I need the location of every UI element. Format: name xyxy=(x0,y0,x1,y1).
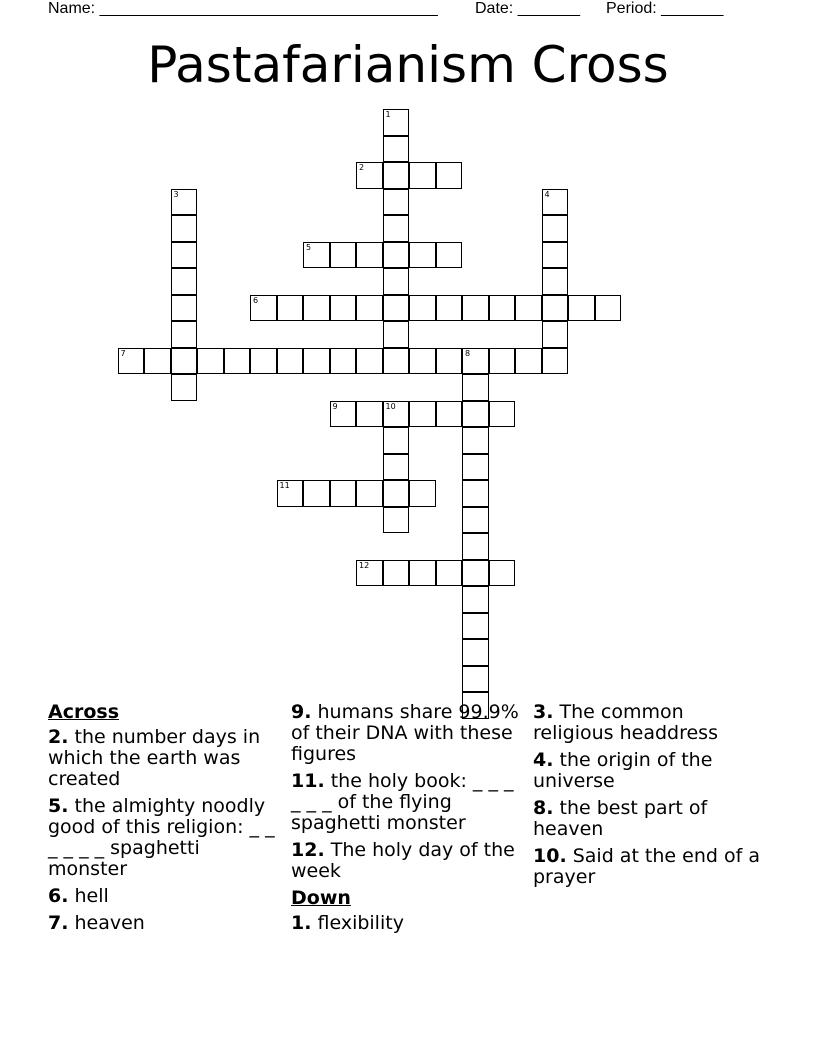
cell-number: 4 xyxy=(544,189,550,199)
clue-number: 5. xyxy=(48,795,69,817)
crossword-cell[interactable] xyxy=(462,639,489,666)
crossword-cell[interactable] xyxy=(356,401,383,428)
crossword-cell[interactable] xyxy=(303,242,330,269)
cell-number: 12 xyxy=(359,560,370,570)
crossword-cell[interactable] xyxy=(383,427,410,454)
clues-column-3 xyxy=(533,702,765,894)
crossword-cell[interactable] xyxy=(462,666,489,693)
clue-down-10 xyxy=(533,846,765,888)
crossword-cell[interactable] xyxy=(383,189,410,216)
clue-text: the number days in which the earth was created xyxy=(48,726,261,790)
crossword-cell[interactable] xyxy=(542,189,569,216)
crossword-cell[interactable] xyxy=(489,560,516,587)
crossword-cell[interactable] xyxy=(144,348,171,375)
cell-number: 1 xyxy=(385,110,391,119)
clues-column-1 xyxy=(48,702,280,940)
crossword-cell[interactable] xyxy=(462,533,489,560)
crossword-cell[interactable] xyxy=(383,454,410,481)
crossword-cell[interactable] xyxy=(409,242,436,269)
crossword-cell[interactable] xyxy=(436,401,463,428)
crossword-cell[interactable] xyxy=(436,162,463,189)
crossword-cell[interactable] xyxy=(356,242,383,269)
cell-number: 11 xyxy=(279,481,290,490)
crossword-cell[interactable] xyxy=(171,268,198,295)
period-field[interactable]: Period: _______ xyxy=(606,0,724,17)
clue-text: hell xyxy=(74,885,109,907)
clue-text: humans share 99.9% of their DNA with these figures xyxy=(291,701,519,765)
clue-down-3 xyxy=(533,702,765,744)
crossword-cell[interactable] xyxy=(330,480,357,507)
page-title: Pastafarianism Cross xyxy=(147,36,669,94)
crossword-cell[interactable] xyxy=(171,374,198,401)
crossword-cell[interactable] xyxy=(303,295,330,322)
crossword-cell[interactable] xyxy=(277,348,304,375)
crossword-cell[interactable] xyxy=(383,295,410,322)
crossword-cell[interactable] xyxy=(330,401,357,428)
clue-across-7 xyxy=(48,913,280,934)
crossword-cell[interactable] xyxy=(171,189,198,216)
crossword-cell[interactable] xyxy=(409,560,436,587)
clue-number: 6. xyxy=(48,885,69,907)
crossword-cell[interactable] xyxy=(436,295,463,322)
crossword-cell[interactable] xyxy=(383,136,410,163)
crossword-cell[interactable] xyxy=(383,162,410,189)
crossword-cell[interactable] xyxy=(462,613,489,640)
clue-across-12 xyxy=(291,840,523,882)
crossword-cell[interactable] xyxy=(568,295,595,322)
clues-column-2 xyxy=(291,702,523,940)
crossword-cell[interactable] xyxy=(462,374,489,401)
crossword-cell[interactable] xyxy=(489,295,516,322)
crossword-cell[interactable] xyxy=(250,295,277,322)
clue-text: the almighty noodly good of this religion: _ _ _ _ _ _ spaghetti monster xyxy=(48,795,275,880)
crossword-cell[interactable] xyxy=(489,348,516,375)
crossword-cell[interactable] xyxy=(330,295,357,322)
crossword-cell[interactable] xyxy=(409,401,436,428)
crossword-cell[interactable] xyxy=(436,560,463,587)
clue-down-4 xyxy=(533,750,765,792)
crossword-cell[interactable] xyxy=(330,348,357,375)
crossword-cell[interactable] xyxy=(542,268,569,295)
clue-across-9 xyxy=(291,702,523,765)
crossword-cell[interactable] xyxy=(542,348,569,375)
clue-number: 3. xyxy=(533,701,554,723)
crossword-cell[interactable] xyxy=(542,295,569,322)
crossword-cell[interactable] xyxy=(409,480,436,507)
crossword-cell[interactable] xyxy=(383,321,410,348)
crossword-cell[interactable] xyxy=(462,348,489,375)
clue-number: 2. xyxy=(48,726,69,748)
crossword-cell[interactable] xyxy=(383,560,410,587)
clue-down-1 xyxy=(291,913,523,934)
clue-number: 8. xyxy=(533,797,554,819)
clue-text: The common religious headdress xyxy=(533,701,718,744)
crossword-cell[interactable] xyxy=(383,109,410,136)
crossword-cell[interactable] xyxy=(356,348,383,375)
clue-text: heaven xyxy=(74,912,145,934)
clue-text: flexibility xyxy=(317,912,404,934)
crossword-cell[interactable] xyxy=(462,586,489,613)
clue-across-2 xyxy=(48,727,280,790)
crossword-cell[interactable] xyxy=(383,401,410,428)
cell-number: 10 xyxy=(385,401,396,411)
crossword-cell[interactable] xyxy=(356,162,383,189)
crossword-cell[interactable] xyxy=(197,348,224,375)
crossword-cell[interactable] xyxy=(303,480,330,507)
crossword-cell[interactable] xyxy=(224,348,251,375)
cell-number: 9 xyxy=(332,401,338,411)
clue-number: 10. xyxy=(533,845,567,867)
clue-text: The holy day of the week xyxy=(291,839,515,882)
crossword-cell[interactable] xyxy=(409,295,436,322)
crossword-cell[interactable] xyxy=(383,215,410,242)
clue-text: Said at the end of a prayer xyxy=(533,845,760,888)
crossword-cell[interactable] xyxy=(171,321,198,348)
crossword-cell[interactable] xyxy=(462,427,489,454)
crossword-cell[interactable] xyxy=(462,295,489,322)
crossword-cell[interactable] xyxy=(250,348,277,375)
crossword-cell[interactable] xyxy=(462,507,489,534)
crossword-cell[interactable] xyxy=(356,295,383,322)
crossword-cell[interactable] xyxy=(171,295,198,322)
crossword-cell[interactable] xyxy=(356,560,383,587)
crossword-cell[interactable] xyxy=(383,268,410,295)
cell-number: 7 xyxy=(120,348,126,358)
clue-across-6 xyxy=(48,886,280,907)
clue-text: the origin of the universe xyxy=(533,749,713,792)
crossword-cell[interactable] xyxy=(303,348,330,375)
name-field[interactable]: Name: ______________________________________ xyxy=(48,0,438,17)
crossword-cell[interactable] xyxy=(462,560,489,587)
down-heading: Down xyxy=(291,887,351,909)
crossword-cell[interactable] xyxy=(171,348,198,375)
crossword-cell[interactable] xyxy=(489,401,516,428)
across-heading: Across xyxy=(48,701,120,723)
crossword-cell[interactable] xyxy=(409,348,436,375)
clue-number: 11. xyxy=(291,770,325,792)
clue-number: 9. xyxy=(291,701,312,723)
crossword-cell[interactable] xyxy=(462,401,489,428)
clue-number: 1. xyxy=(291,912,312,934)
clue-number: 12. xyxy=(291,839,325,861)
crossword-cell[interactable] xyxy=(595,295,622,322)
crossword-cell[interactable] xyxy=(542,321,569,348)
crossword-cell[interactable] xyxy=(542,242,569,269)
crossword-cell[interactable] xyxy=(462,480,489,507)
crossword-cell[interactable] xyxy=(383,480,410,507)
crossword-cell[interactable] xyxy=(436,242,463,269)
date-field[interactable]: Date: _______ xyxy=(475,0,580,17)
clue-across-5 xyxy=(48,796,280,880)
crossword-cell[interactable] xyxy=(356,480,383,507)
crossword-cell[interactable] xyxy=(383,507,410,534)
clue-number: 7. xyxy=(48,912,69,934)
cell-number: 6 xyxy=(253,295,259,305)
crossword-cell[interactable] xyxy=(462,454,489,481)
cell-number: 3 xyxy=(173,189,179,199)
clue-number: 4. xyxy=(533,749,554,771)
crossword-cell[interactable] xyxy=(436,348,463,375)
cell-number: 5 xyxy=(306,242,312,252)
clue-across-11 xyxy=(291,771,523,834)
crossword-cell[interactable] xyxy=(383,242,410,269)
crossword-cell[interactable] xyxy=(277,480,304,507)
clue-text: the best part of heaven xyxy=(533,797,708,840)
crossword-cell[interactable] xyxy=(542,215,569,242)
crossword-cell[interactable] xyxy=(330,242,357,269)
crossword-cell[interactable] xyxy=(409,162,436,189)
clue-text: the holy book: _ _ _ _ _ _ of the flying spaghetti monster xyxy=(291,770,514,834)
cell-number: 2 xyxy=(359,163,365,172)
clue-down-8 xyxy=(533,798,765,840)
cell-number: 8 xyxy=(465,348,471,358)
crossword-cell[interactable] xyxy=(277,295,304,322)
crossword-cell[interactable] xyxy=(118,348,145,375)
crossword-cell[interactable] xyxy=(515,295,542,322)
crossword-cell[interactable] xyxy=(383,348,410,375)
crossword-cell[interactable] xyxy=(171,242,198,269)
crossword-cell[interactable] xyxy=(171,215,198,242)
crossword-cell[interactable] xyxy=(515,348,542,375)
